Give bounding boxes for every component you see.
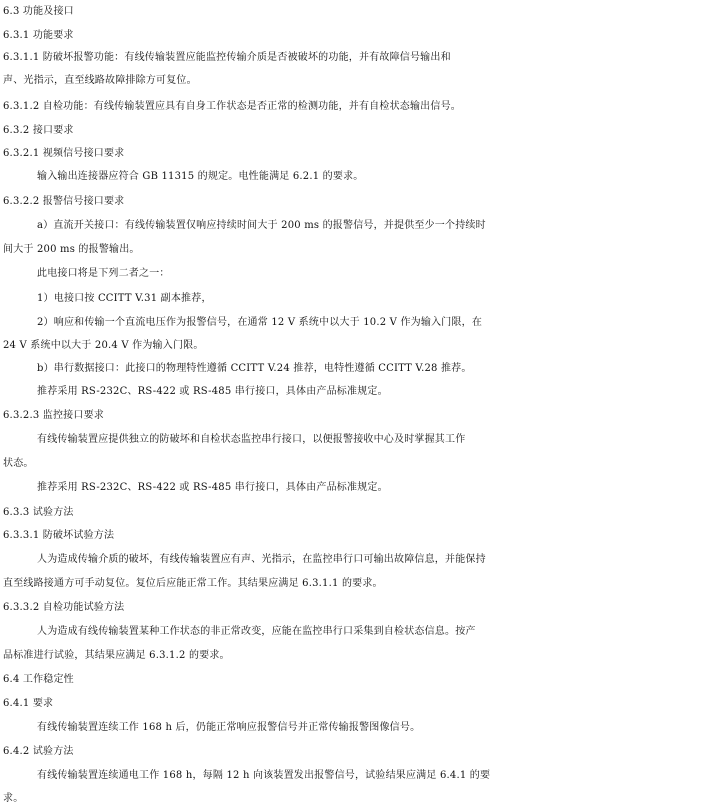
text-line: 此电接口将是下列二者之一： [37,268,170,279]
text-line: 声、光指示，直至线路故障排除方可复位。 [3,75,197,86]
text-line: 品标准进行试验，其结果应满足 6.3.1.2 的要求。 [3,650,230,661]
text-line: b）串行数据接口：此接口的物理特性遵循 CCITT V.24 推荐，电特性遵循 CCITT V.28 推荐。 [37,363,472,374]
text-line: 6.3.1.2 自检功能：有线传输装置应具有自身工作状态是否正常的检测功能，并有自检状态输出信号。 [3,101,461,112]
heading-6-3-3-2: 6.3.3.2 自检功能试验方法 [3,602,125,613]
heading-6-3-3: 6.3.3 试验方法 [3,507,74,518]
heading-6-3-2: 6.3.2 接口要求 [3,125,74,136]
text-line: 推荐采用 RS-232C、RS-422 或 RS-485 串行接口，具体由产品标准规定。 [37,482,388,493]
text-line: 直至线路接通方可手动复位。复位后应能正常工作。其结果应满足 6.3.1.1 的要求。 [3,578,383,589]
text-line: 24 V 系统中以大于 20.4 V 作为输入门限。 [3,340,204,351]
text-line: 1）电接口按 CCITT V.31 副本推荐， [37,293,212,304]
text-line: 输入输出连接器应符合 GB 11315 的规定。电性能满足 6.2.1 的要求。 [37,171,364,182]
text-line: 有线传输装置连续通电工作 168 h，每隔 12 h 向该装置发出报警信号，试验结果应满足 6.4.1 的要 [37,770,491,781]
heading-6-3-2-1: 6.3.2.1 视频信号接口要求 [3,148,125,159]
heading-6-4-1: 6.4.1 要求 [3,698,54,709]
text-line: 状态。 [3,458,34,469]
heading-6-3-2-2: 6.3.2.2 报警信号接口要求 [3,196,125,207]
text-line: 推荐采用 RS-232C、RS-422 或 RS-485 串行接口，具体由产品标准规定。 [37,386,388,397]
heading-6-3-3-1: 6.3.3.1 防破坏试验方法 [3,530,115,541]
text-line: 2）响应和传输一个直流电压作为报警信号，在通常 12 V 系统中以大于 10.2 V 作为输入门限，在 [37,317,483,328]
heading-6-4-2: 6.4.2 试验方法 [3,746,74,757]
text-line: 人为造成传输介质的破坏，有线传输装置应有声、光指示，在监控串行口可输出故障信息，并能保持 [37,554,486,565]
text-line: 有线传输装置连续工作 168 h 后，仍能正常响应报警信号并正常传输报警图像信号。 [37,722,421,733]
heading-6-3-1: 6.3.1 功能要求 [3,30,74,41]
text-line: 有线传输装置应提供独立的防破坏和自检状态监控串行接口，以便报警接收中心及时掌握其工作 [37,434,466,445]
text-line: a）直流开关接口：有线传输装置仅响应持续时间大于 200 ms 的报警信号，并提供至少一个持续时 [37,220,486,231]
text-line: 6.3.1.1 防破坏报警功能：有线传输装置应能监控传输介质是否被破坏的功能，并有故障信号输出和 [3,52,451,63]
heading-6-3: 6.3 功能及接口 [3,6,74,17]
text-line: 人为造成有线传输装置某种工作状态的非正常改变，应能在监控串行口采集到自检状态信息。按产 [37,626,476,637]
text-line: 求。 [3,793,24,804]
heading-6-3-2-3: 6.3.2.3 监控接口要求 [3,410,104,421]
text-line: 间大于 200 ms 的报警输出。 [3,244,140,255]
heading-6-4: 6.4 工作稳定性 [3,674,74,685]
